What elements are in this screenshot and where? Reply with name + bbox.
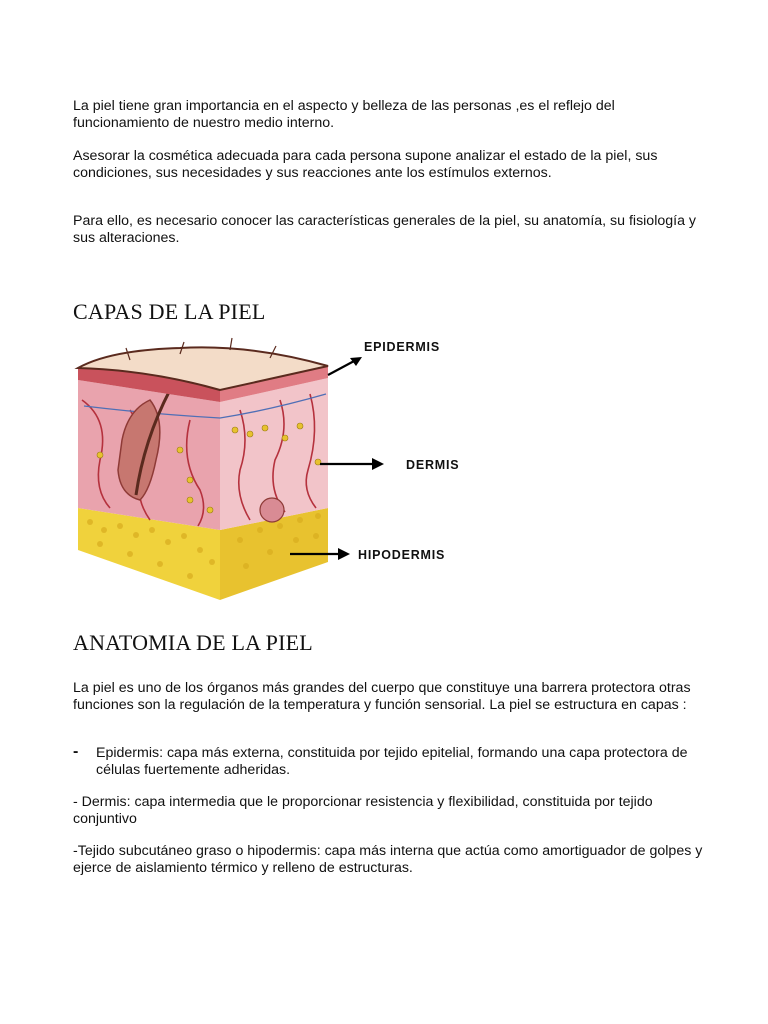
intro-paragraph-2: Asesorar la cosmética adecuada para cada persona supone analizar el estado de la piel, sus condiciones, sus necesidades y sus reacciones ante los estímulos externos. — [73, 148, 658, 181]
epidermis-arrow — [328, 360, 356, 375]
section-title-anatomia: ANATOMIA DE LA PIEL — [73, 630, 313, 655]
sweat-gland — [260, 498, 284, 522]
skin-layers-figure — [70, 330, 490, 610]
anatomia-paragraph-1: La piel es uno de los órganos más grandes del cuerpo que constituye una barrera protectora otras funciones son la regulación de la temperatura y función sensorial. La piel se estructura en capas : — [73, 680, 691, 713]
anatomia-paragraph-hipodermis: -Tejido subcutáneo graso o hipodermis: capa más interna que actúa como amortiguador de golpes y ejerce de aislamiento térmico y relleno de estructuras. — [73, 843, 703, 876]
intro-paragraph-3: Para ello, es necesario conocer las características generales de la piel, su anatomía, su fisiología y sus alteraciones. — [73, 213, 697, 246]
section-title-capas: CAPAS DE LA PIEL — [73, 299, 266, 324]
label-hipodermis: HIPODERMIS — [358, 548, 446, 562]
anatomia-paragraph-dermis: - Dermis: capa intermedia que le proporcionar resistencia y flexibilidad, constituida por tejido conjuntivo — [73, 794, 653, 827]
label-epidermis: EPIDERMIS — [364, 340, 440, 354]
intro-paragraph-1: La piel tiene gran importancia en el aspecto y belleza de las personas ,es el reflejo del funcionamiento de nuestro medio interno. — [73, 98, 615, 131]
label-dermis: DERMIS — [406, 458, 460, 472]
bullet-epidermis-text: Epidermis: capa más externa, constituida por tejido epitelial, formando una capa protectora de células fuertemente adheridas. — [96, 745, 688, 778]
bullet-dash: - — [73, 743, 79, 760]
